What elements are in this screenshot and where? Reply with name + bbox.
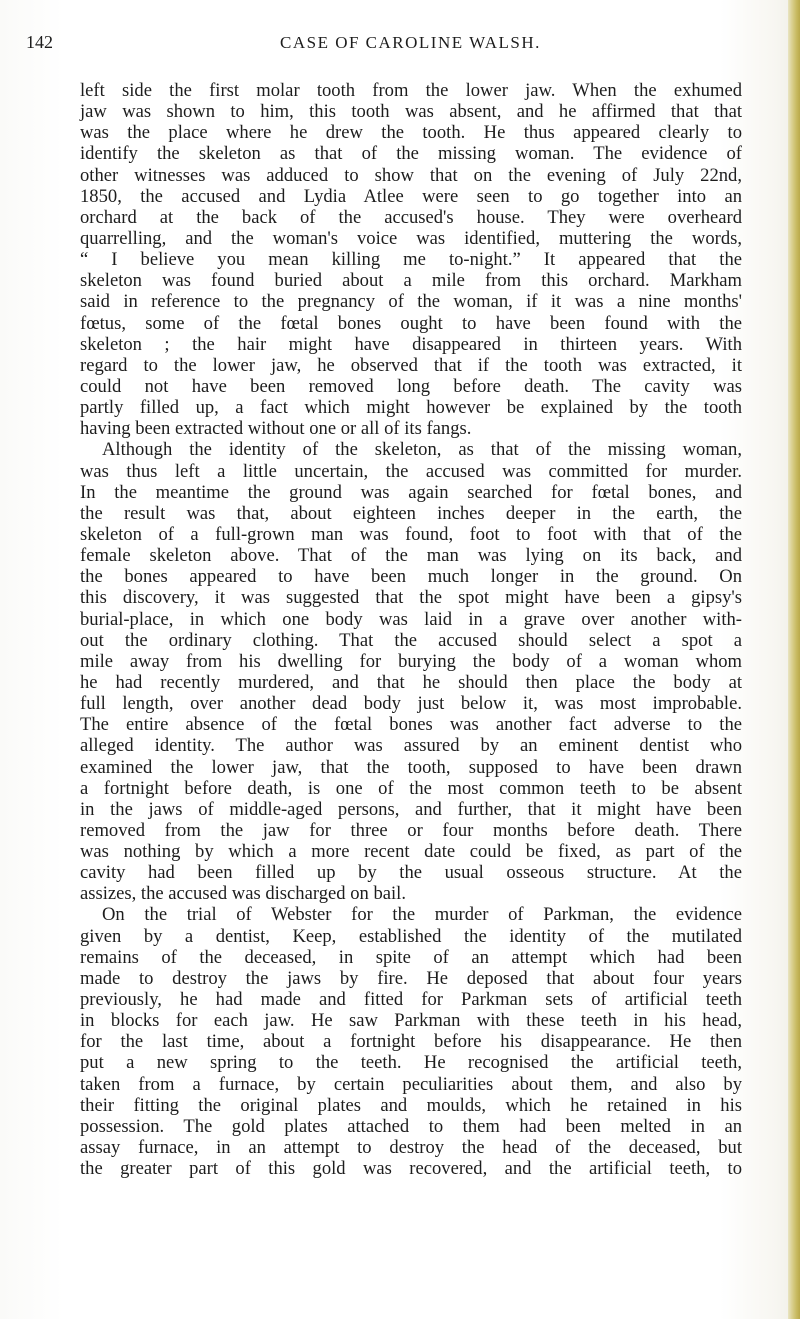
text-line: orchard at the back of the accused's house. They were overheard <box>80 206 742 228</box>
text-line: in the jaws of middle-aged persons, and further, that it might have been <box>80 798 742 820</box>
text-line: could not have been removed long before death. The cavity was <box>80 375 742 397</box>
text-line: in blocks for each jaw. He saw Parkman with these teeth in his head, <box>80 1010 742 1032</box>
text-line: removed from the jaw for three or four months before death. There <box>80 819 742 841</box>
paragraph <box>80 80 742 439</box>
text-line: In the meantime the ground was again searched for fœtal bones, and <box>80 481 742 503</box>
text-line: “ I believe you mean killing me to-night.” It appeared that the <box>80 249 742 271</box>
text-line: quarrelling, and the woman's voice was identified, muttering the words, <box>80 227 742 249</box>
text-line: put a new spring to the teeth. He recognised the artificial teeth, <box>80 1052 742 1074</box>
text-line: The entire absence of the fœtal bones was another fact adverse to the <box>80 714 742 736</box>
page-header <box>0 32 800 58</box>
text-line: On the trial of Webster for the murder of Parkman, the evidence <box>102 904 742 926</box>
text-line: was thus left a little uncertain, the accused was committed for murder. <box>80 460 742 482</box>
text-line: regard to the lower jaw, he observed that if the tooth was extracted, it <box>80 354 742 376</box>
text-line: jaw was shown to him, this tooth was absent, and he affirmed that that <box>80 101 742 123</box>
text-line: female skeleton above. That of the man was lying on its back, and <box>80 545 742 567</box>
page-edge-binding <box>788 0 800 1319</box>
text-line: cavity had been filled up by the usual osseous structure. At the <box>80 862 742 884</box>
paragraph <box>80 904 742 1179</box>
text-line: burial-place, in which one body was laid in a grave over another with- <box>80 608 742 630</box>
text-line: assay furnace, in an attempt to destroy the head of the deceased, but <box>80 1137 742 1159</box>
paragraph <box>80 439 742 904</box>
text-line: given by a dentist, Keep, established the identity of the mutilated <box>80 925 742 947</box>
text-line: previously, he had made and fitted for Parkman sets of artificial teeth <box>80 989 742 1011</box>
text-line: out the ordinary clothing. That the accused should select a spot a <box>80 629 742 651</box>
text-line: he had recently murdered, and that he should then place the body at <box>80 671 742 693</box>
text-line: the bones appeared to have been much longer in the ground. On <box>80 566 742 588</box>
text-line: identify the skeleton as that of the missing woman. The evidence of <box>80 143 742 165</box>
page-number: 142 <box>26 32 53 52</box>
text-line: assizes, the accused was discharged on bail. <box>80 883 406 905</box>
text-line: remains of the deceased, in spite of an attempt which had been <box>80 946 742 968</box>
text-line: having been extracted without one or all of its fangs. <box>80 418 472 440</box>
text-line: other witnesses was adduced to show that on the evening of July 22nd, <box>80 164 742 186</box>
text-line: partly filled up, a fact which might however be explained by the tooth <box>80 397 742 419</box>
text-line: alleged identity. The author was assured by an eminent dentist who <box>80 735 742 757</box>
text-line: mile away from his dwelling for burying the body of a woman whom <box>80 650 742 672</box>
text-line: skeleton of a full-grown man was found, foot to foot with that of the <box>80 523 742 545</box>
text-line: their fitting the original plates and moulds, which he retained in his <box>80 1094 742 1116</box>
text-line: was nothing by which a more recent date could be fixed, as part of the <box>80 841 742 863</box>
text-line: for the last time, about a fortnight before his disappearance. He then <box>80 1031 742 1053</box>
text-line: made to destroy the jaws by fire. He deposed that about four years <box>80 967 742 989</box>
text-line: fœtus, some of the fœtal bones ought to have been found with the <box>80 312 742 334</box>
text-line: said in reference to the pregnancy of the woman, if it was a nine months' <box>80 291 742 313</box>
text-line: skeleton ; the hair might have disappeared in thirteen years. With <box>80 333 742 355</box>
text-line: was the place where he drew the tooth. He thus appeared clearly to <box>80 122 742 144</box>
text-line: a fortnight before death, is one of the most common teeth to be absent <box>80 777 742 799</box>
text-line: 1850, the accused and Lydia Atlee were seen to go together into an <box>80 185 742 207</box>
text-line: the result was that, about eighteen inches deeper in the earth, the <box>80 502 742 524</box>
running-head: CASE OF CAROLINE WALSH. <box>280 33 541 52</box>
text-line: this discovery, it was suggested that the spot might have been a gipsy's <box>80 587 742 609</box>
text-line: Although the identity of the skeleton, as that of the missing woman, <box>102 439 742 461</box>
text-line: possession. The gold plates attached to them had been melted in an <box>80 1115 742 1137</box>
text-line: left side the first molar tooth from the lower jaw. When the exhumed <box>80 80 742 101</box>
text-line: taken from a furnace, by certain peculiarities about them, and also by <box>80 1073 742 1095</box>
text-line: skeleton was found buried about a mile from this orchard. Markham <box>80 270 742 292</box>
text-line: the greater part of this gold was recovered, and the artificial teeth, to <box>80 1158 742 1180</box>
text-line: examined the lower jaw, that the tooth, supposed to have been drawn <box>80 756 742 778</box>
text-line: full length, over another dead body just below it, was most improbable. <box>80 693 742 715</box>
body-text <box>80 80 742 1179</box>
